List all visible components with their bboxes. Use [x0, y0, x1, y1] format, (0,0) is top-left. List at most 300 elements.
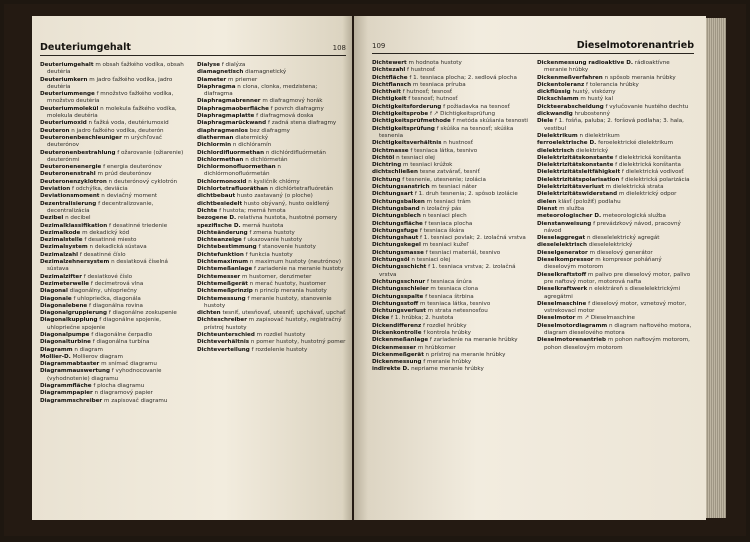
entry-headword: Deuteronenbeschleuniger — [40, 134, 122, 141]
dictionary-entry — [40, 171, 189, 178]
left-page-header — [40, 42, 346, 56]
entry-headword: Dichtezahl — [372, 67, 406, 74]
entry-headword: Deviation — [40, 186, 71, 193]
entry-definition: f energia deuterónov — [103, 164, 162, 171]
entry-definition: m tesniaci krúžok — [402, 162, 453, 169]
entry-headword: Dichteverhältnis — [197, 339, 250, 346]
dictionary-entry — [372, 177, 529, 184]
entry-headword: Dieselkompressor — [537, 257, 594, 264]
entry-definition: m diafragmový horák — [262, 98, 323, 105]
entry-headword: dichten — [197, 310, 221, 317]
dictionary-entry — [40, 62, 189, 77]
entry-definition: m tesniaci trám — [426, 198, 471, 205]
entry-headword: Dieselmotorenantrieb — [537, 337, 607, 344]
entry-headword: Dienstanweisung — [537, 220, 592, 227]
entry-headword: dieselelektrisch — [537, 242, 587, 249]
entry-definition: m služba — [559, 205, 585, 212]
entry-definition: n desiatková číselná sústava — [47, 259, 168, 273]
entry-headword: Dieselkraftwerk — [537, 286, 588, 293]
entry-headword: Dielektrizitätspolarisation — [537, 176, 620, 183]
entry-headword: diamagnetisch — [197, 69, 244, 76]
entry-definition: husto obývaný, husto osídlený — [243, 200, 330, 207]
entry-definition: f uhlopriečka, diagonála — [73, 295, 141, 302]
dictionary-entry — [40, 339, 189, 346]
entry-definition: m dieselový generátor — [589, 249, 653, 256]
dictionary-entry — [372, 213, 529, 220]
entry-definition: klásť (položiť) podlahu — [558, 198, 621, 205]
entry-definition: f vyhodnocovanie (vyhodnotenie) diagramu — [47, 368, 162, 382]
entry-headword: Dieselmaschine — [537, 300, 587, 307]
entry-headword: dickflüssig — [537, 89, 571, 96]
entry-definition: n dichlóramín — [232, 142, 272, 149]
dictionary-entry — [40, 296, 189, 303]
entry-definition: f 1. druh tesnenia; 2. spôsob izolácie — [414, 191, 518, 198]
entry-headword: Dichtemaximum — [197, 259, 249, 266]
entry-headword: Dichteschreiber — [197, 317, 247, 324]
entry-definition: f zmena hustoty — [249, 229, 295, 236]
entry-definition: m strata netesnosťou — [427, 308, 488, 315]
entry-headword: Deuteronenzyklotron — [40, 178, 107, 185]
dictionary-entry — [197, 98, 346, 105]
dictionary-entry — [372, 345, 529, 352]
entry-definition: m dekadický kód — [82, 229, 130, 236]
entry-definition: m tesniaca príruba — [412, 81, 466, 88]
entry-headword: Dichtung — [372, 176, 401, 183]
entry-headword: Dichtmasse — [372, 147, 409, 154]
entry-headword: Dielektrizitätswiderstand — [537, 191, 618, 198]
entry-headword: Diele — [537, 118, 554, 125]
dictionary-entry — [197, 77, 346, 84]
entry-definition: tesniť, utesňovať, utesniť; upchávať, upchať — [222, 310, 346, 317]
dictionary-entry — [197, 120, 346, 127]
dictionary-entry — [372, 337, 529, 344]
entry-definition: f tesnosť; hutnosť — [408, 96, 458, 103]
dictionary-entry — [372, 60, 529, 67]
entry-definition: n deviačný moment — [101, 193, 158, 200]
dictionary-entry — [537, 323, 694, 338]
dictionary-entry — [197, 142, 346, 149]
dictionary-entry — [537, 286, 694, 301]
entry-headword: Dichtungsverlust — [372, 308, 426, 315]
entry-headword: Diaphragmaplatte — [197, 113, 255, 120]
entry-definition: f diagonálne čerpadlo — [91, 331, 153, 338]
left-page — [32, 16, 352, 520]
entry-definition: f desatinné číslo — [79, 251, 126, 258]
entry-headword: Dichlormin — [197, 142, 232, 149]
entry-definition: n molekula ťažkého vodíka, molekula deutéria — [47, 105, 177, 120]
entry-definition: m zapisovač diagramu — [103, 397, 168, 404]
entry-definition: m pohon naftovým motorom, pohon dieselovým motorom — [544, 337, 690, 351]
dictionary-entry — [197, 339, 346, 346]
dictionary-entry — [372, 191, 529, 198]
dictionary-entry — [197, 69, 346, 76]
entry-definition: f odchýlka, deviácia — [71, 186, 128, 193]
left-page-column-2 — [197, 62, 346, 405]
right-page-header — [372, 40, 694, 54]
dictionary-entry — [372, 279, 529, 286]
dictionary-entry — [40, 347, 189, 354]
entry-headword: Deuteriumkern — [40, 76, 88, 83]
entry-definition: m tesniaci kužeľ — [422, 242, 469, 249]
entry-definition: f hustota; merná hmota — [219, 207, 286, 214]
entry-headword: Dickentoleranz — [537, 81, 585, 88]
entry-headword: Dichlordifluormethan — [197, 149, 265, 156]
entry-headword: Dezimalkode — [40, 229, 81, 236]
entry-definition: n clona, clonka, medzistena; diafragma — [204, 83, 318, 98]
entry-definition: tesne zatvárať, tesniť — [419, 169, 480, 176]
dictionary-entry — [197, 157, 346, 164]
entry-headword: Dichtigkeitsprüfung — [372, 125, 435, 132]
entry-headword: Dichtring — [372, 162, 402, 169]
entry-definition: f dielektrická konštanta — [615, 154, 681, 161]
entry-definition: diatermický — [235, 134, 269, 141]
entry-headword: Dichtfläche — [372, 74, 408, 81]
entry-definition: f tolerancia hrúbky — [586, 81, 639, 88]
entry-headword: Diaphragmabrenner — [197, 98, 261, 105]
dictionary-entry — [537, 315, 694, 322]
entry-definition: f zadná stena diafragmy — [267, 120, 337, 127]
entry-headword: Dichtungsfuge — [372, 227, 419, 234]
entry-definition: m palivo pre dieselový motor, palivo pre naftový motor, motorová nafta — [544, 271, 691, 285]
left-page-number: 108 — [332, 44, 346, 52]
entry-definition: n elektráreň s dieselelektrickými agregátmi — [544, 286, 681, 300]
entry-headword: Dichtungsmasse — [372, 249, 424, 256]
entry-headword: Dickenmessung — [372, 359, 422, 366]
dictionary-entry — [537, 96, 694, 103]
entry-headword: Diagonalebene — [40, 302, 88, 309]
entry-headword: Dichlormethan — [197, 156, 244, 163]
entry-headword: diatherman — [197, 134, 234, 141]
entry-headword: Diagrammfläche — [40, 383, 92, 390]
dictionary-entry — [537, 301, 694, 316]
open-book — [4, 4, 746, 536]
entry-headword: Diagrammauswertung — [40, 368, 110, 375]
entry-headword: Dichtungsschicht — [372, 264, 427, 271]
entry-definition: n diagram naftového motora, diagram dieselového motora — [544, 322, 692, 336]
dictionary-entry — [197, 179, 346, 186]
entry-headword: Dichtigkeitsforderung — [372, 103, 442, 110]
entry-headword: Dichtungsschleier — [372, 286, 429, 293]
entry-headword: Dienst — [537, 205, 558, 212]
dictionary-entry — [537, 60, 694, 75]
entry-definition: f skúška na tesnosť; skúška tesnenia — [379, 125, 514, 139]
entry-headword: Dieselmotor — [537, 315, 576, 322]
dictionary-entry — [372, 148, 529, 155]
entry-definition: f dieselový motor, vznetový motor, vstrekovací motor — [544, 300, 687, 315]
entry-headword: Dickenkontrolle — [372, 329, 422, 336]
dictionary-entry — [40, 398, 189, 405]
entry-definition: n kysličník chlórny — [248, 178, 300, 185]
entry-headword: Deviationsmoment — [40, 193, 100, 200]
dictionary-entry — [372, 89, 529, 96]
entry-headword: Dicke — [372, 315, 390, 322]
dictionary-entry — [372, 199, 529, 206]
entry-headword: Dieselgenerator — [537, 249, 588, 256]
entry-headword: Dichtungsbalken — [372, 198, 425, 205]
entry-definition: n dichlórmonofluórmetán — [204, 164, 281, 178]
entry-definition: m zapisovač hustoty, registračný prístroj hustoty — [204, 317, 342, 331]
dictionary-entry — [197, 223, 346, 230]
entry-definition: m tesniaca clona — [430, 286, 479, 293]
entry-headword: dichtbebaut — [197, 193, 236, 200]
entry-headword: Diagrammschreiber — [40, 397, 103, 404]
entry-definition: m hrúbkomer — [417, 344, 456, 351]
entry-headword: Dielektrizitätsverlust — [537, 184, 604, 191]
entry-headword: Deuteriummolekül — [40, 105, 99, 112]
entry-definition: m rozdiel hustoty — [256, 331, 306, 338]
dictionary-entry — [372, 366, 529, 373]
dictionary-entry — [372, 67, 529, 74]
entry-definition: f desatinné triedenie — [108, 222, 168, 229]
entry-headword: Dickendifferenz — [372, 322, 422, 329]
entry-definition: n princíp merania hustoty — [254, 288, 327, 295]
entry-headword: Dezimalstelle — [40, 237, 83, 244]
entry-definition: f meranie hrúbky — [423, 359, 472, 366]
entry-definition: f 1. tesniaca plocha; 2. sedlová plocha — [409, 74, 517, 81]
entry-headword: Dichtheit — [372, 89, 401, 96]
entry-definition: f dielektrická polarizácia — [621, 176, 690, 183]
entry-headword: dielektrisch — [537, 147, 575, 154]
dictionary-entry — [372, 118, 529, 125]
dictionary-entry — [40, 179, 189, 186]
dictionary-entry — [40, 193, 189, 200]
dictionary-entry — [40, 91, 189, 106]
dictionary-entry — [197, 230, 346, 237]
entry-definition: f kontrola hrúbky — [423, 329, 471, 336]
entry-definition: Mollierov diagram — [72, 353, 123, 360]
entry-headword: Diaphragma — [197, 83, 236, 90]
entry-definition: f 1. tesniaci povlak; 2. izolačná vrstva — [420, 235, 526, 242]
entry-headword: Deuteronenbestrahlung — [40, 149, 116, 156]
entry-definition: n spôsob merania hrúbky — [604, 74, 676, 81]
dictionary-entry — [40, 390, 189, 397]
dictionary-entry — [197, 84, 346, 99]
left-page-columns — [40, 62, 346, 405]
entry-headword: Dickenmesser — [372, 344, 417, 351]
entry-definition: m snímač diagramu — [101, 361, 157, 368]
entry-definition: n tesniaci olej — [396, 154, 435, 161]
entry-headword: Dieselmotordiagramm — [537, 322, 608, 329]
entry-headword: Deuteriumgehalt — [40, 62, 94, 68]
dictionary-entry — [197, 237, 346, 244]
entry-definition: rádioaktívne meranie hrúbky — [544, 60, 670, 74]
entry-definition: n diagram — [74, 346, 103, 353]
dictionary-entry — [372, 250, 529, 257]
entry-headword: Diagonalkupplung — [40, 317, 98, 324]
entry-definition: n jadro ťažkého vodíka, deuterón — [71, 127, 164, 134]
dictionary-entry — [197, 296, 346, 311]
dictionary-entry — [197, 215, 346, 222]
entry-definition: f vylučovanie hustého dechtu — [605, 103, 689, 110]
entry-definition: f metóda skúšania tesnosti — [452, 118, 528, 125]
dictionary-entry — [197, 252, 346, 259]
entry-headword: Dickenmeßgerät — [372, 351, 424, 358]
entry-definition: n diagramový papier — [94, 390, 153, 397]
entry-headword: Dichtigkeitsverhältnis — [372, 140, 442, 147]
entry-headword: Diagonalpumpe — [40, 331, 90, 338]
entry-definition: f tesniaci materiál, tesnivo — [425, 249, 501, 256]
entry-headword: Deuteron — [40, 127, 70, 134]
entry-definition: n ťažká voda, deutériumoxid — [88, 120, 169, 127]
entry-headword: Dickenmessung radioaktive D. — [537, 60, 633, 66]
entry-headword: ferroelektrische D. — [537, 140, 597, 147]
entry-definition: f stanovenie hustoty — [258, 244, 316, 251]
entry-definition: f diagonálna rovina — [89, 302, 143, 309]
entry-headword: Dichlortetrafluoräthan — [197, 186, 268, 193]
entry-definition: hustý, viskózny — [572, 89, 616, 96]
entry-headword: Dichtungsöl — [372, 257, 410, 264]
entry-definition: feroelektrické dielektrikum — [598, 140, 674, 147]
right-page-columns — [372, 60, 694, 374]
entry-definition: f množstvo ťažkého vodíka, množstvo deutéria — [47, 91, 174, 105]
entry-headword: Dichtöl — [372, 154, 395, 161]
dictionary-entry — [197, 164, 346, 179]
entry-definition: n prístroj na meranie hrúbky — [425, 351, 506, 358]
dictionary-entry — [537, 199, 694, 206]
dictionary-entry — [40, 252, 189, 259]
dictionary-entry — [197, 274, 346, 281]
dictionary-entry — [537, 169, 694, 176]
entry-headword: Dichtungsfläche — [372, 220, 423, 227]
entry-definition: bez diafragmy — [249, 127, 290, 134]
entry-headword: Dielektrizitätskonstante — [537, 154, 614, 161]
entry-definition: m dielektrická strata — [605, 184, 664, 191]
entry-headword: Dichte — [197, 207, 218, 214]
dictionary-entry — [40, 77, 189, 92]
entry-definition: f ↗ Dichtigkeitsprüfung — [429, 111, 496, 118]
entry-definition: n dekadická sústava — [89, 244, 147, 251]
dictionary-entry — [537, 257, 694, 272]
right-page-running-head: Dieselmotorenantrieb — [576, 40, 694, 51]
entry-definition: m prúd deuterónov — [97, 171, 152, 178]
entry-headword: Dielektrizitätskonstante — [537, 162, 614, 169]
entry-definition: f 1. hrúbka; 2. hustota — [391, 315, 454, 322]
dictionary-entry — [537, 191, 694, 198]
entry-headword: dichtbesiedelt — [197, 200, 243, 207]
dictionary-entry — [372, 294, 529, 301]
dictionary-entry — [372, 242, 529, 249]
left-page-running-head: Deuteriumgehalt — [40, 42, 131, 53]
entry-headword: indirekte D. — [372, 366, 410, 373]
entry-definition: f diagonálne spojenie, uhlopriečne spojenie — [47, 317, 161, 331]
entry-definition: n tesniaci olej — [411, 257, 451, 264]
entry-definition: n pomer hustoty, hustotný pomer — [250, 339, 346, 346]
entry-headword: Deuteriummenge — [40, 91, 95, 98]
entry-definition: m hustomer, denzimeter — [241, 273, 312, 280]
entry-definition: n tesniaci plech — [422, 213, 467, 220]
entry-headword: Dichteunterschied — [197, 331, 255, 338]
right-page — [354, 16, 706, 520]
entry-headword: Dichtebestimmung — [197, 244, 257, 251]
entry-definition: dieselelektrický — [588, 242, 633, 249]
dictionary-entry — [537, 272, 694, 287]
entry-definition: f meranie hustoty, stanovenie hustoty — [204, 295, 332, 309]
entry-definition: f prevádzkový návod, pracovný návod — [544, 220, 681, 234]
dictionary-entry — [537, 75, 694, 82]
entry-headword: Dichtigkeitsprobe — [372, 111, 429, 118]
entry-headword: Dichtemeßprinzip — [197, 288, 253, 295]
dictionary-entry — [372, 126, 529, 141]
entry-headword: Dichteverteilung — [197, 346, 250, 353]
entry-definition: f dielektrická vodivosť — [621, 169, 684, 176]
entry-headword: Dichteanzeige — [197, 237, 242, 244]
dictionary-entry — [197, 106, 346, 113]
entry-headword: Dichtungsband — [372, 205, 420, 212]
dictionary-entry — [537, 242, 694, 249]
entry-definition: m tesniaci náter — [431, 184, 477, 191]
dictionary-entry — [372, 301, 529, 308]
entry-headword: Dielektrikum — [537, 132, 578, 139]
dictionary-entry — [372, 264, 529, 279]
entry-headword: Diagonale — [40, 295, 72, 302]
right-page-number: 109 — [372, 42, 386, 50]
entry-headword: Diagonalturbine — [40, 339, 91, 346]
entry-definition: f 1. fošňa, paluba; 2. foršová podlaha; 3. hala, vestibul — [544, 118, 684, 132]
entry-definition: n dichlórmetán — [245, 156, 288, 163]
dictionary-entry — [372, 104, 529, 111]
entry-definition: n izolačný pás — [421, 205, 462, 212]
dictionary-entry — [40, 288, 189, 295]
entry-definition: f rozdiel hrúbky — [423, 322, 467, 329]
dictionary-entry — [40, 317, 189, 332]
dictionary-entry — [372, 323, 529, 330]
entry-definition: n dieselelektrický agregát — [586, 235, 660, 242]
left-page-column-1 — [40, 62, 189, 405]
entry-definition: f tesniaca plocha — [424, 220, 473, 227]
entry-definition: f požiadavka na tesnosť — [443, 103, 510, 110]
entry-definition: f 1. tesniaca vrstva; 2. izolačná vrstva — [379, 264, 516, 278]
entry-definition: n dichlórdifluórmetán — [265, 149, 326, 156]
entry-headword: Dezentralisierung — [40, 200, 97, 207]
entry-headword: Dichtigkeitsprüfmethode — [372, 118, 451, 125]
dictionary-entry — [537, 177, 694, 184]
entry-definition: f povrch diafragmy — [270, 105, 324, 112]
entry-headword: Dichtigkeit — [372, 96, 407, 103]
dictionary-entry — [197, 288, 346, 295]
dictionary-entry — [40, 135, 189, 150]
dictionary-entry — [372, 140, 529, 147]
entry-definition: f tesniaca šnúra — [426, 278, 472, 285]
entry-definition: n dielektrikum — [579, 132, 620, 139]
entry-headword: Dezibel — [40, 215, 64, 222]
entry-headword: Dichteänderung — [197, 229, 248, 236]
dictionary-entry — [40, 303, 189, 310]
entry-headword: Mollier-D. — [40, 353, 71, 360]
entry-definition: f hutnosť; tesnosť — [402, 89, 453, 96]
dictionary-entry — [197, 193, 346, 200]
dictionary-entry — [40, 201, 189, 216]
entry-definition: f decimetrová vlna — [90, 280, 144, 287]
entry-definition: f tesnenie, utesnenie; izolácia — [402, 176, 486, 183]
entry-headword: Dieselkraftstoff — [537, 271, 587, 278]
entry-definition: f funkcia hustoty — [245, 251, 293, 258]
entry-headword: Diagramm — [40, 346, 73, 353]
entry-headword: Diaphragmaoberfläche — [197, 105, 269, 112]
entry-headword: Dichlormonofluormethan — [197, 164, 276, 171]
dictionary-entry — [197, 201, 346, 208]
entry-headword: Dickschlamm — [537, 96, 579, 103]
entry-definition: nepriame meranie hrúbky — [411, 366, 484, 373]
entry-headword: dielen — [537, 198, 557, 205]
dictionary-entry — [372, 315, 529, 322]
entry-definition: dielektrický — [575, 147, 609, 154]
entry-definition: husto zastavaný (o ploche) — [236, 193, 313, 200]
dictionary-entry — [197, 150, 346, 157]
entry-headword: Diagrammabtaster — [40, 361, 100, 368]
dictionary-entry — [372, 221, 529, 228]
dictionary-entry — [40, 215, 189, 222]
entry-definition: f tesniaca štrbina — [425, 293, 474, 300]
